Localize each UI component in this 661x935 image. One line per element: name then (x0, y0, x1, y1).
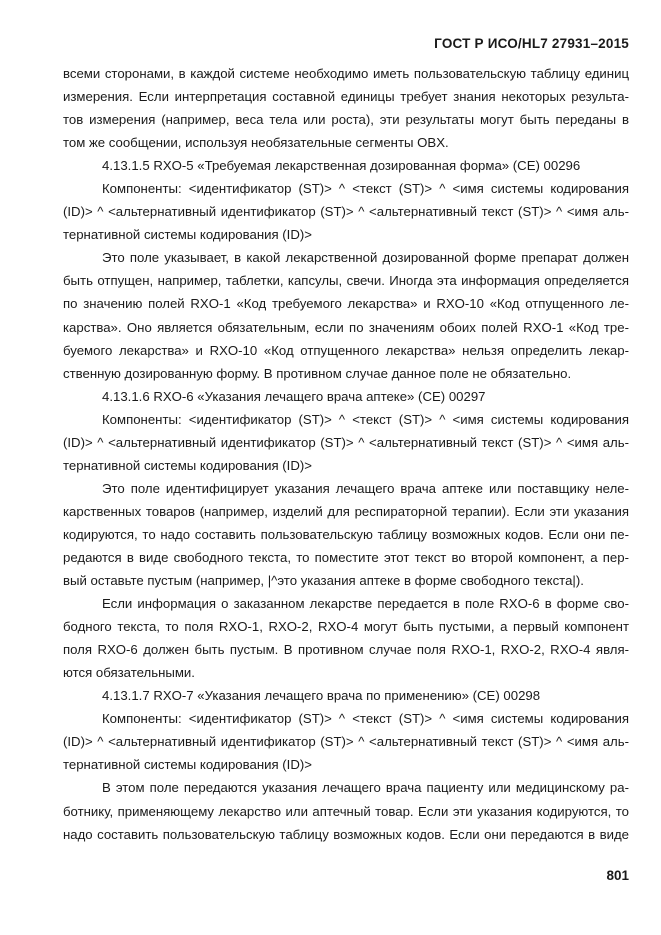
text-line-content: Компоненты: <идентификатор (ST)> ^ <текст (ST)> ^ <имя системы кодирования (102, 411, 629, 427)
text-line-content: буемого лекарства» и RXO-10 «Код отпущенного лекарства» нельзя определить лекар- (63, 342, 629, 358)
text-line-content: по значению полей RXO-1 «Код требуемого лекарства» и RXO-10 «Код отпущенного ле- (63, 296, 629, 312)
text-line (63, 753, 629, 776)
text-line-content: В этом поле передаются указания лечащего врача пациенту или медицинскому ра- (102, 780, 629, 796)
text-line (63, 408, 629, 431)
text-line (63, 707, 629, 730)
text-line-content: Это поле идентифицирует указания лечащего врача аптеке или поставщику неле- (102, 480, 629, 496)
text-line-content: (ID)> ^ <альтернативный идентификатор (ST)> ^ <альтернативный текст (ST)> ^ <имя аль- (63, 204, 629, 220)
text-line-content: Это поле указывает, в какой лекарственной дозированной форме препарат должен (102, 250, 629, 266)
text-line (63, 316, 629, 339)
page-number: 801 (606, 868, 629, 883)
text-line-content: (ID)> ^ <альтернативный идентификатор (ST)> ^ <альтернативный текст (ST)> ^ <имя аль- (63, 434, 629, 450)
text-line (63, 200, 629, 223)
text-line (63, 246, 629, 269)
text-line (63, 684, 629, 707)
text-line-content: тов измерения (например, веса тела или роста), эти результаты могут быть переданы в (63, 112, 629, 128)
text-line (63, 523, 629, 546)
page-body (63, 62, 629, 846)
text-line-content: ботнику, применяющему лекарство или аптечный товар. Если эти указания кодируются, то (63, 803, 629, 819)
text-line (63, 730, 629, 753)
text-line-content: (ID)> ^ <альтернативный идентификатор (ST)> ^ <альтернативный текст (ST)> ^ <имя аль- (63, 734, 629, 750)
text-line-content: быть отпущен, например, таблетки, капсулы, свечи. Иногда эта информация определяется (63, 273, 629, 289)
text-line (63, 500, 629, 523)
text-line (63, 85, 629, 108)
text-line (63, 269, 629, 292)
text-line-content: 4.13.1.6 RXO-6 «Указания лечащего врача аптеке» (CE) 00297 (102, 388, 486, 404)
text-line (63, 108, 629, 131)
text-line-content: Компоненты: <идентификатор (ST)> ^ <текст (ST)> ^ <имя системы кодирования (102, 181, 629, 197)
text-line (63, 339, 629, 362)
text-line-content: тернативной системы кодирования (ID)> (63, 757, 312, 773)
text-line (63, 131, 629, 154)
text-line (63, 477, 629, 500)
text-line-content: карства». Оно является обязательным, если по значениям обоих полей RXO-1 «Код тре- (63, 319, 629, 335)
document-header: ГОСТ Р ИСО/HL7 27931–2015 (434, 36, 629, 51)
text-line (63, 154, 629, 177)
text-line (63, 638, 629, 661)
text-line (63, 431, 629, 454)
text-line (63, 569, 629, 592)
text-line-content: том же сообщении, используя необязательные сегменты OBX. (63, 135, 449, 151)
text-line-content: ственную дозированную форму. В противном случае данное поле не обязательно. (63, 365, 572, 381)
text-line-content: вый оставьте пустым (например, |^это указания аптеке в форме свободного текста|). (63, 573, 584, 589)
text-line-content: поля RXO-6 должен быть пустым. В противном случае поля RXO-1, RXO-2, RXO-4 явля- (63, 642, 629, 658)
text-line (63, 62, 629, 85)
text-line (63, 385, 629, 408)
text-line (63, 223, 629, 246)
text-line (63, 292, 629, 315)
text-line (63, 454, 629, 477)
text-line (63, 776, 629, 799)
text-line (63, 362, 629, 385)
text-line-content: тернативной системы кодирования (ID)> (63, 457, 312, 473)
text-line (63, 800, 629, 823)
text-line-content: 4.13.1.7 RXO-7 «Указания лечащего врача по применению» (CE) 00298 (102, 688, 541, 704)
text-line-content: надо составить пользовательскую таблицу возможных кодов. Если они передаются в виде (63, 826, 629, 842)
text-line (63, 592, 629, 615)
text-line-content: редаются в виде свободного текста, то поместите этот текст во второй компонент, а пер- (63, 549, 629, 565)
text-line-content: Если информация о заказанном лекарстве передается в поле RXO-6 в форме сво- (102, 596, 629, 612)
text-line-content: тернативной системы кодирования (ID)> (63, 227, 312, 243)
text-line (63, 177, 629, 200)
text-line-content: всеми сторонами, в каждой системе необходимо иметь пользовательскую таблицу единиц (63, 66, 629, 81)
text-line-content: ются обязательными. (63, 665, 195, 681)
text-line-content: кодируются, то надо составить пользовательскую таблицу возможных кодов. Если они пе- (63, 526, 629, 542)
text-line (63, 823, 629, 846)
text-line (63, 661, 629, 684)
text-line-content: бодного текста, то поля RXO-1, RXO-2, RXO-4 могут быть пустыми, а первый компонент (63, 619, 629, 635)
text-line (63, 546, 629, 569)
text-line-content: карственных товаров (например, изделий для респираторной терапии). Если эти указания (63, 503, 629, 519)
text-line-content: 4.13.1.5 RXO-5 «Требуемая лекарственная дозированная форма» (CE) 00296 (102, 158, 581, 174)
text-line-content: измерения. Если интерпретация составной единицы требует знания некоторых результа- (63, 89, 629, 105)
text-line (63, 615, 629, 638)
text-line-content: Компоненты: <идентификатор (ST)> ^ <текст (ST)> ^ <имя системы кодирования (102, 711, 629, 727)
